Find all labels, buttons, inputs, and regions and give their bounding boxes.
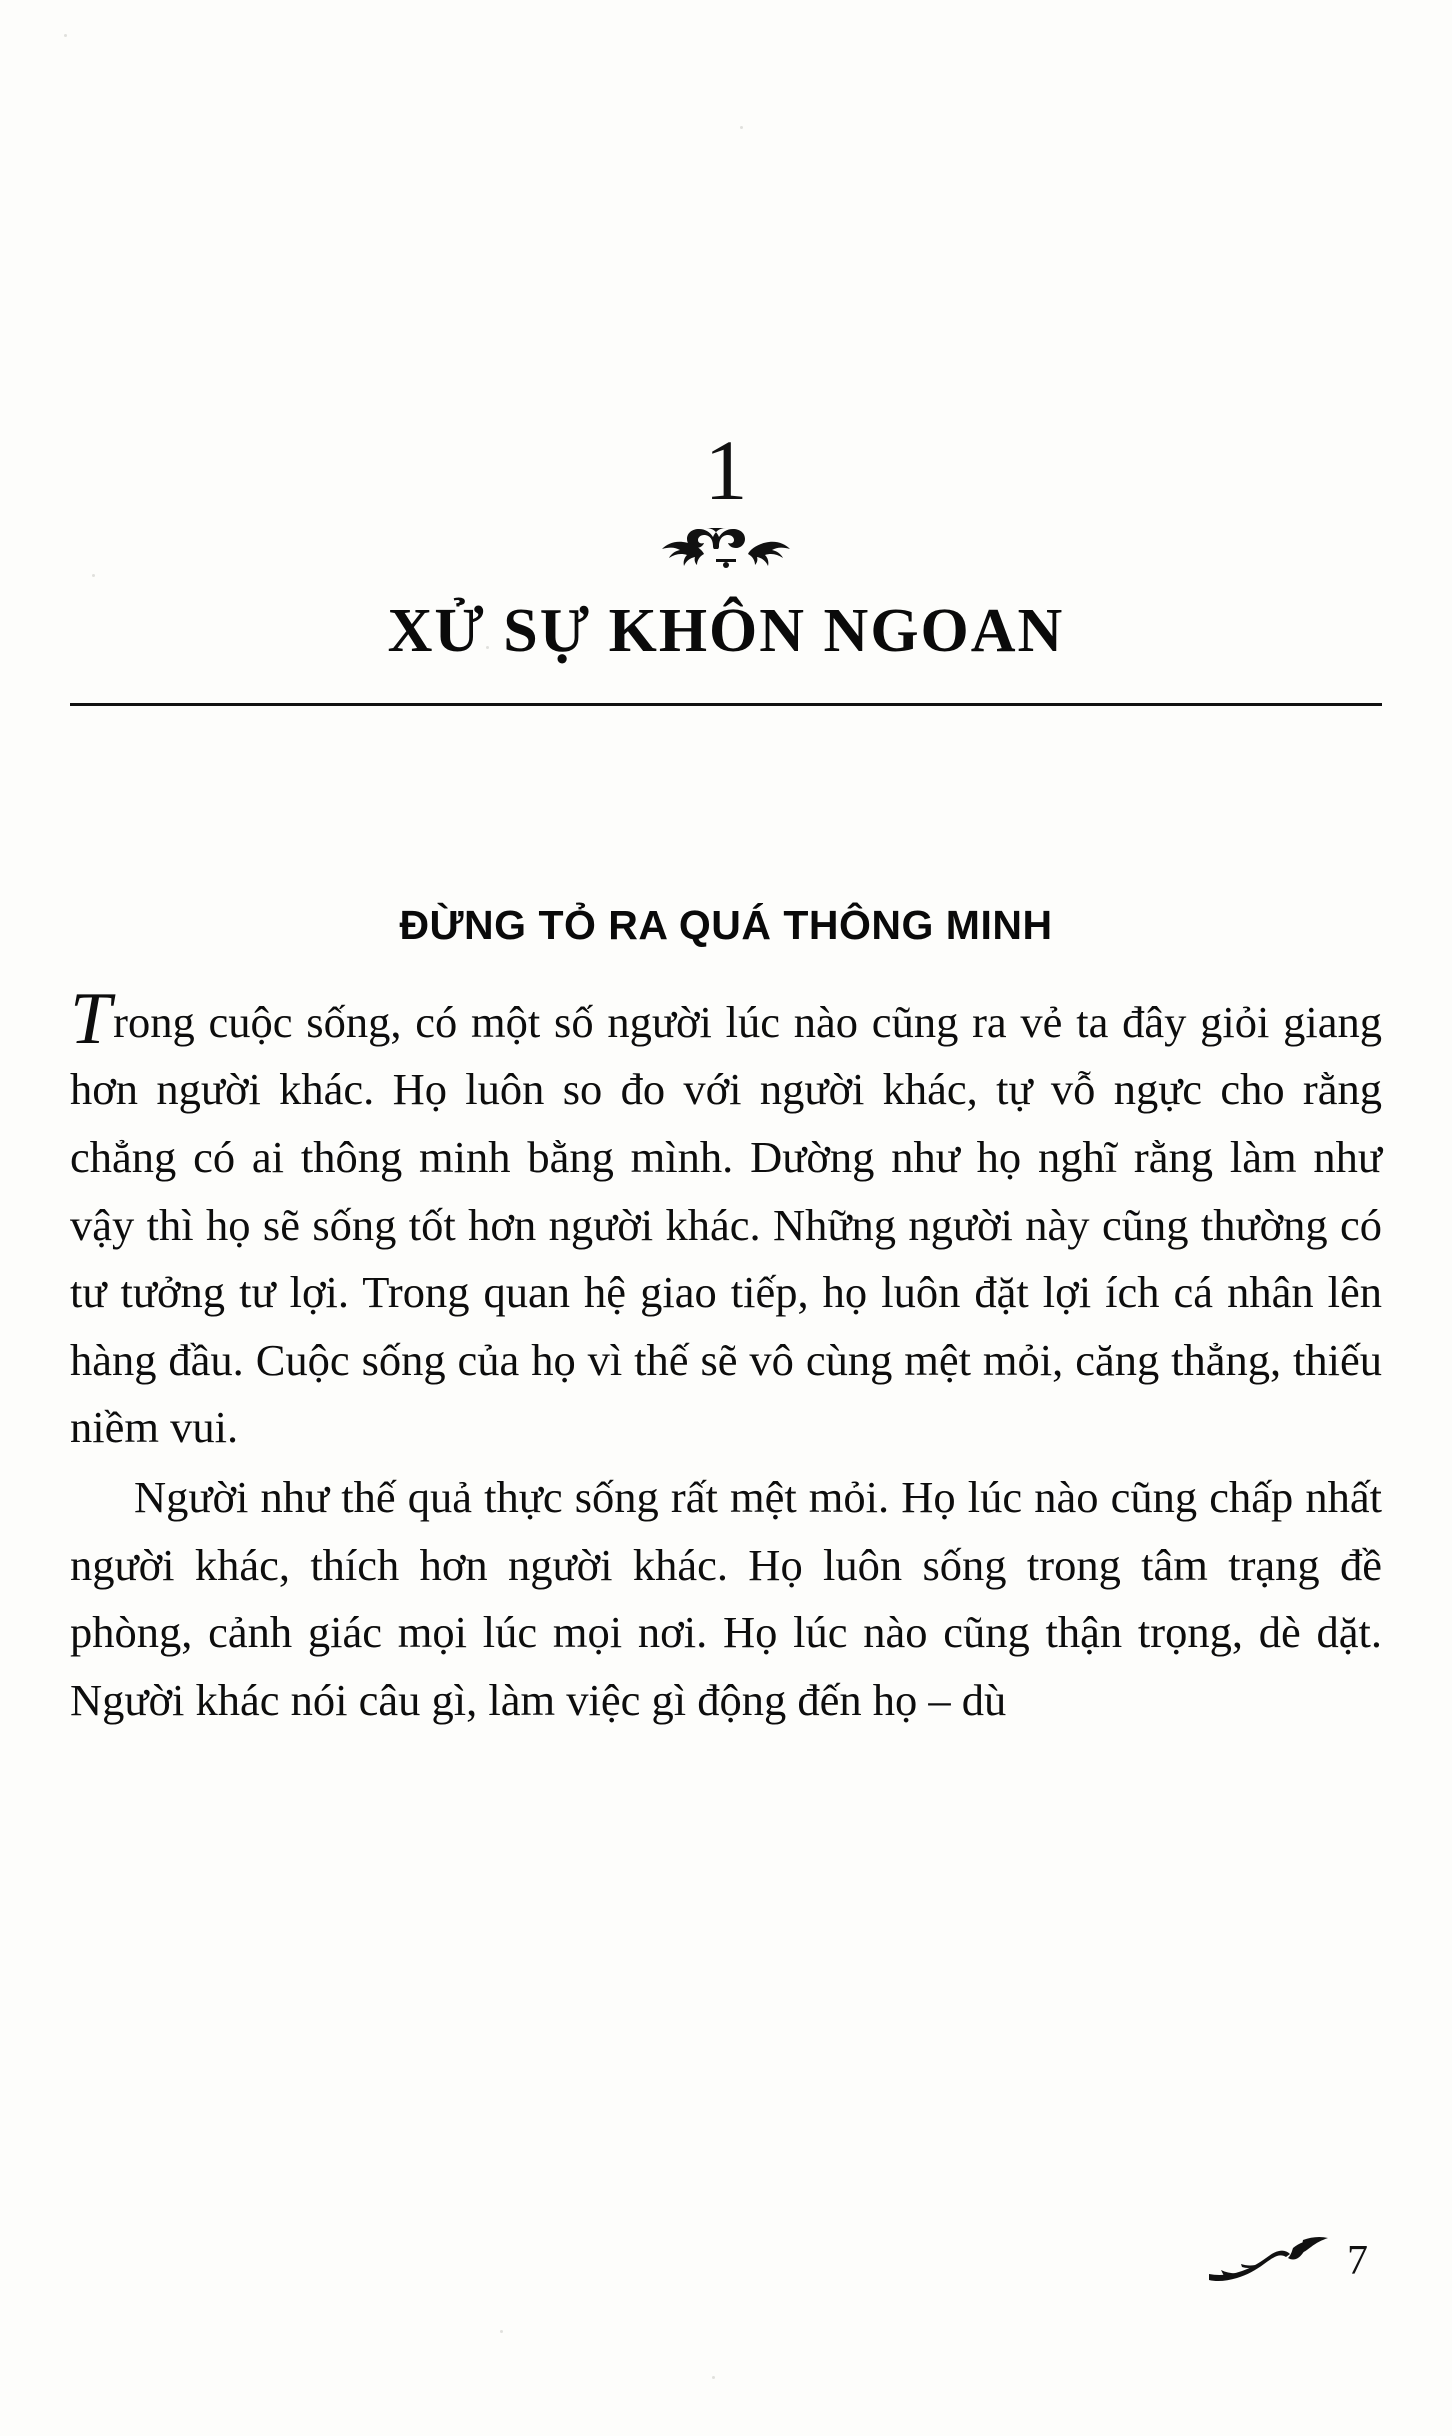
chapter-title: XỬ SỰ KHÔN NGOAN [387,596,1065,665]
page-footer [1207,2234,1368,2286]
paragraph-1-text: rong cuộc sống, có một số người lúc nào cũng ra vẻ ta đây giỏi giang hơn người khác. Họ luôn so đo với người khác, tự vỗ ngực cho rằng chẳng có ai thông minh bằng mình. Dường như họ nghĩ rằng làm như vậy thì họ sẽ sống tốt hơn người khác. Những người này cũng thường có tư tưởng tư lợi. Trong quan hệ giao tiếp, họ luôn đặt lợi ích cá nhân lên hàng đầu. Cuộc sống của họ vì thế sẽ vô cùng mệt mỏi, căng thẳng, thiếu niềm vui. [70,996,1382,1453]
drop-cap: T [70,977,112,1060]
page-number: 7 [1347,2238,1368,2284]
paragraph-2-text: Người như thế quả thực sống rất mệt mỏi. Họ lúc nào cũng chấp nhất người khác, thích hơn người khác. Họ luôn sống trong tâm trạng đề phòng, cảnh giác mọi lúc mọi nơi. Họ lúc nào cũng thận trọng, dè dặt. Người khác nói câu gì, làm việc gì động đến họ – dù [70,1472,1382,1725]
page-content [70,0,1382,2436]
section-heading: ĐỪNG TỎ RA QUÁ THÔNG MINH [399,901,1053,948]
chapter-number: 1 [704,422,748,518]
paragraph-2 [70,1464,1382,1735]
horizontal-rule-icon [70,703,1382,706]
paragraph-1 [70,977,1382,1462]
flourish-ornament-icon [621,518,831,570]
body-text [70,977,1382,1735]
quill-flourish-icon [1207,2234,1337,2286]
chapter-header [70,422,1382,706]
scan-speck [64,34,67,37]
